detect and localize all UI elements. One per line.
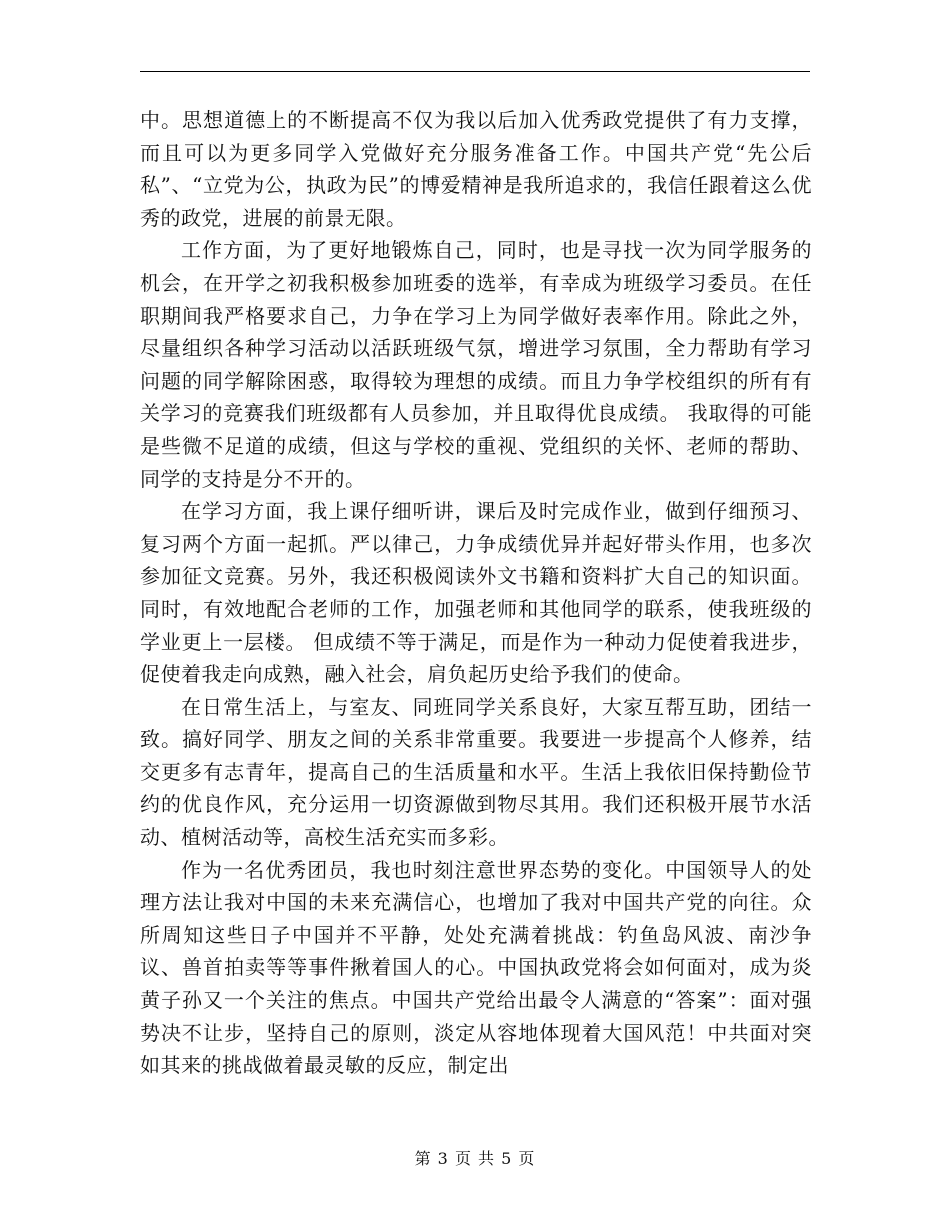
paragraph-work: 工作方面，为了更好地锻炼自己，同时，也是寻找一次为同学服务的机会，在开学之初我积极参加班委的选举，有幸成为班级学习委员。在任职期间我严格要求自己，力争在学习上为同学做好表率作用。除此之外，尽量组织各种学习活动以活跃班级气氛，增进学习氛围，全力帮助有学习问题的同学解除困惑，取得较为理想的成绩。而且力争学校组织的所有有关学习的竞赛我们班级都有人员参加，并且取得优良成绩。 我取得的可能是些微不足道的成绩，但这与学校的重视、党组织的关怀、老师的帮助、同学的支持是分不开的。 <box>140 238 812 491</box>
page-footer <box>0 1146 950 1169</box>
page-number: 第 3 页 共 5 页 <box>414 1149 536 1168</box>
paragraph-world-affairs: 作为一名优秀团员，我也时刻注意世界态势的变化。中国领导人的处理方法让我对中国的未来充满信心，也增加了我对中国共产党的向往。众所周知这些日子中国并不平静，处处充满着挑战：钓鱼岛风波、南沙争议、兽首拍卖等等事件揪着国人的心。中国执政党将会如何面对，成为炎黄子孙又一个关注的焦点。中国共产党给出最令人满意的“答案”：面对强势决不让步，坚持自己的原则，淡定从容地体现着大国风范！中共面对突如其来的挑战做着最灵敏的反应，制定出 <box>140 857 812 1078</box>
document-body <box>140 104 812 1082</box>
paragraph-daily-life: 在日常生活上，与室友、同班同学关系良好，大家互帮互助，团结一致。搞好同学、朋友之间的关系非常重要。我要进一步提高个人修养，结交更多有志青年，提高自己的生活质量和水平。生活上我依旧保持勤俭节约的优良作风，充分运用一切资源做到物尽其用。我们还积极开展节水活动、植树活动等，高校生活充实而多彩。 <box>140 694 812 850</box>
paragraph-study: 在学习方面，我上课仔细听讲，课后及时完成作业，做到仔细预习、复习两个方面一起抓。严以律己，力争成绩优异并起好带头作用，也多次参加征文竞赛。另外，我还积极阅读外文书籍和资料扩大自己的知识面。同时，有效地配合老师的工作，加强老师和其他同学的联系，使我班级的学业更上一层楼。 但成绩不等于满足，而是作为一种动力促使着我进步，促使着我走向成熟，融入社会，肩负起历史给予我们的使命。 <box>140 499 812 687</box>
paragraph-party-spirit: 中。思想道德上的不断提高不仅为我以后加入优秀政党提供了有力支撑，而且可以为更多同学入党做好充分服务准备工作。中国共产党“先公后私”、“立党为公，执政为民”的博爱精神是我所追求的，我信任跟着这么优秀的政党，进展的前景无限。 <box>140 108 812 230</box>
header-rule <box>140 71 810 72</box>
